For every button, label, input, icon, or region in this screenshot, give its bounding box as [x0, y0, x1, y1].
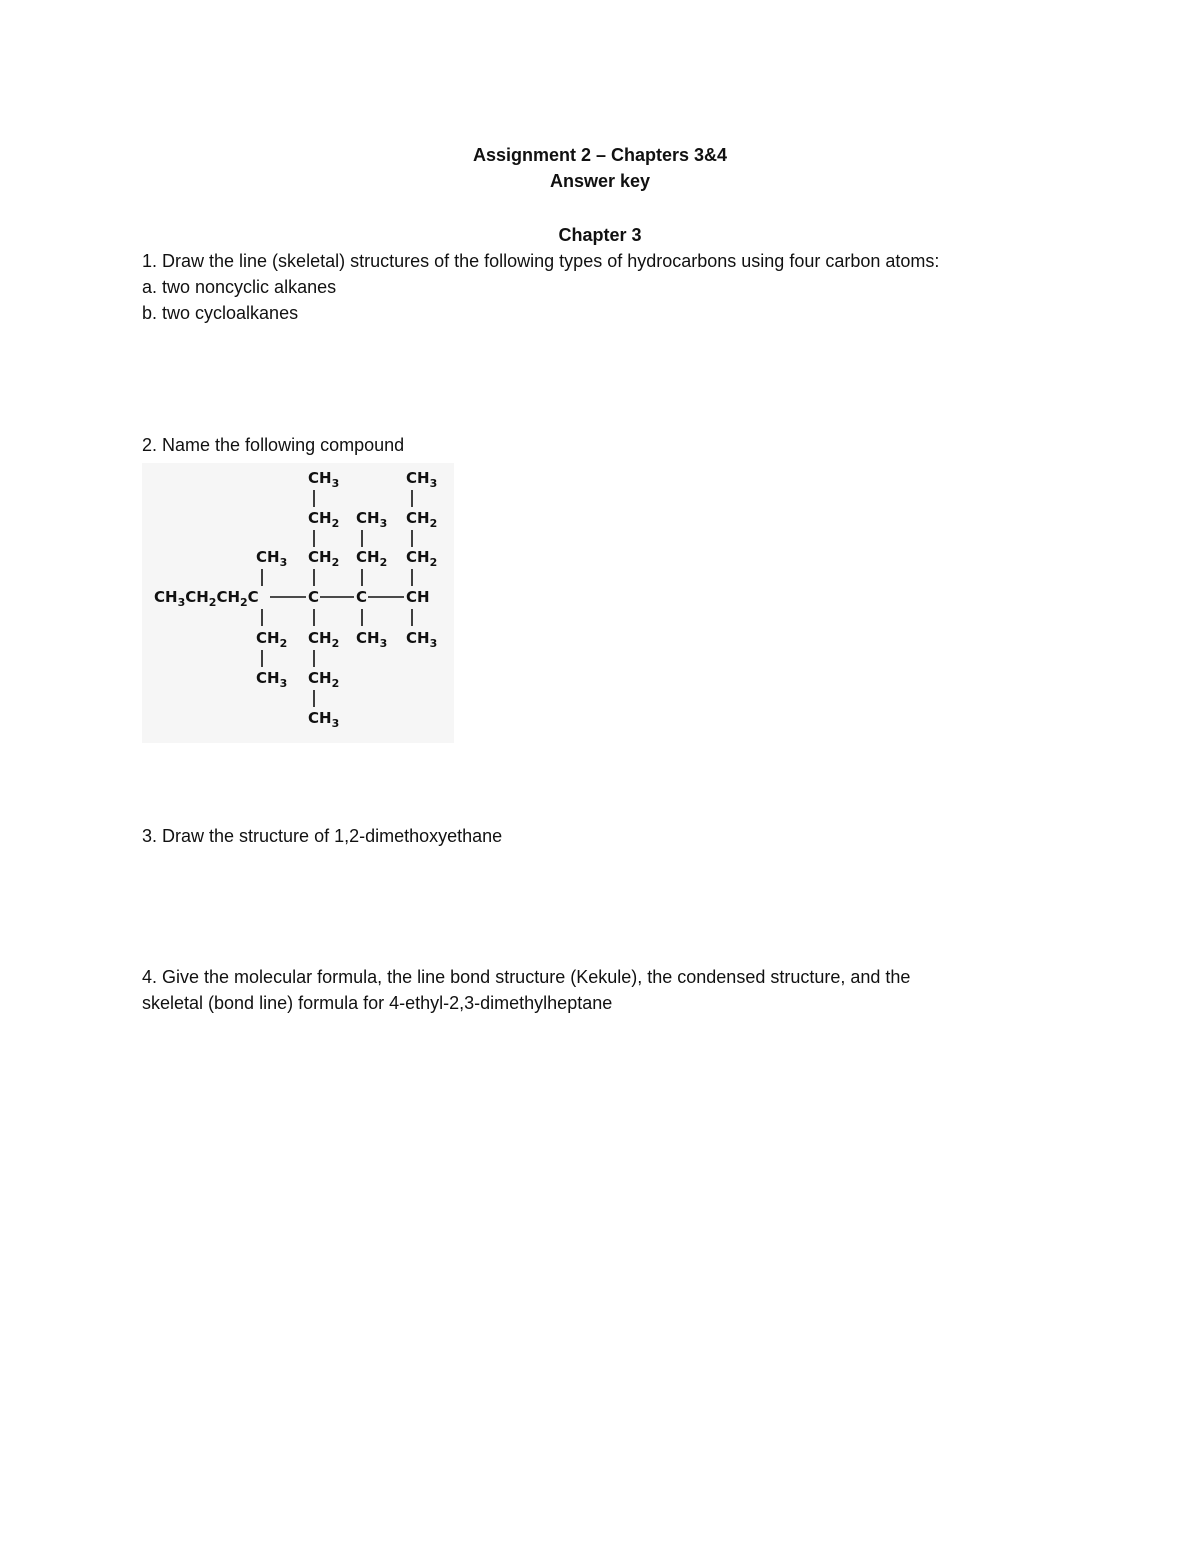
group-ch2-d-2: $CH_2$	[406, 548, 438, 569]
group-main-chain-prefix: $CH_3CH_2CH_2C$	[154, 588, 259, 609]
group-ch3-c-end: $CH_3$	[308, 709, 340, 730]
group-ch2-c-bottom-2: $CH_2$	[308, 669, 340, 690]
group-ch2-d-1: $CH_2$	[406, 509, 438, 530]
group-ch3-b: $CH_3$	[256, 548, 288, 569]
question-1: 1. Draw the line (skeletal) structures of the following types of hydrocarbons using four carbon atoms:	[142, 251, 940, 271]
document-subtitle: Answer key	[549, 171, 651, 191]
group-ch3-b-end: $CH_3$	[256, 669, 288, 690]
group-ch3-e-bottom: $CH_3$	[356, 629, 388, 650]
question-1a: a. two noncyclic alkanes	[142, 277, 337, 297]
question-2: 2. Name the following compound	[142, 435, 405, 455]
group-ch3-top-c: $CH_3$	[308, 469, 340, 490]
group-ch3-top-d: $CH_3$	[406, 469, 438, 490]
group-ch3-d-bottom: $CH_3$	[406, 629, 438, 650]
chapter-heading: Chapter 3	[558, 225, 642, 245]
group-ch-4: CH	[406, 588, 430, 606]
group-c-2: C	[308, 588, 320, 606]
group-ch2-e: $CH_2$	[356, 548, 388, 569]
group-c-3: C	[356, 588, 368, 606]
group-ch2-c-2: $CH_2$	[308, 548, 340, 569]
group-ch2-b-bottom: $CH_2$	[256, 629, 288, 650]
group-ch3-e: $CH_3$	[356, 509, 388, 530]
group-ch2-c-1: $CH_2$	[308, 509, 340, 530]
chemical-structure-svg	[142, 463, 454, 743]
question-4-line-1: 4. Give the molecular formula, the line bond structure (Kekule), the condensed structure, and the	[142, 967, 911, 987]
question-4-line-2: skeletal (bond line) formula for 4-ethyl-2,3-dimethylheptane	[142, 993, 613, 1013]
document-title: Assignment 2 – Chapters 3&4	[472, 145, 728, 165]
question-1b: b. two cycloalkanes	[142, 303, 299, 323]
chemical-structure-figure	[142, 463, 454, 743]
question-3: 3. Draw the structure of 1,2-dimethoxyethane	[142, 826, 503, 846]
group-ch2-c-bottom: $CH_2$	[308, 629, 340, 650]
